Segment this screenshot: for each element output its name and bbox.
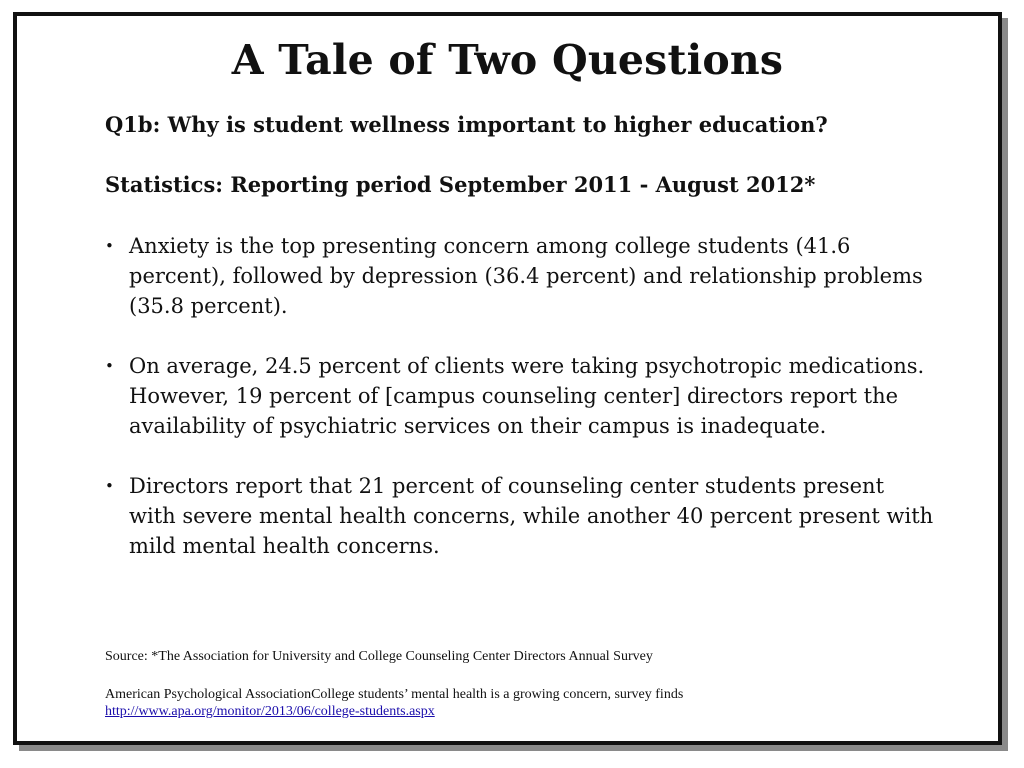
source-note: Source: *The Association for University and College Counseling Center Directors Annual Survey bbox=[105, 649, 653, 664]
bullet-text: Directors report that 21 percent of counseling center students present with severe mental health concerns, while another 40 percent present with mild mental health concerns. bbox=[129, 474, 934, 558]
bullet-text: Anxiety is the top presenting concern among college students (41.6 percent), followed by depression (36.4 percent) and relationship problems (35.8 percent). bbox=[129, 234, 923, 318]
apa-link[interactable]: http://www.apa.org/monitor/2013/06/college-students.aspx bbox=[105, 704, 435, 719]
bullet-text: On average, 24.5 percent of clients were taking psychotropic medications. However, 19 percent of [campus counseling center] directors report the availability of psychiatric services on their campus is inadequate. bbox=[129, 354, 925, 438]
bullet-icon: • bbox=[105, 477, 114, 495]
list-item bbox=[105, 351, 935, 441]
question-heading: Q1b: Why is student wellness important to higher education? bbox=[105, 112, 828, 137]
apa-citation: American Psychological AssociationCollege students’ mental health is a growing concern, survey finds bbox=[105, 687, 684, 702]
slide-frame bbox=[13, 12, 1002, 745]
slide-title: A Tale of Two Questions bbox=[231, 36, 784, 84]
list-item bbox=[105, 471, 935, 561]
statistics-heading: Statistics: Reporting period September 2011 - August 2012* bbox=[105, 172, 816, 197]
statistics-list bbox=[105, 231, 935, 591]
bullet-icon: • bbox=[105, 357, 114, 375]
apa-citation-block bbox=[105, 686, 683, 720]
bullet-icon: • bbox=[105, 237, 114, 255]
list-item bbox=[105, 231, 935, 321]
